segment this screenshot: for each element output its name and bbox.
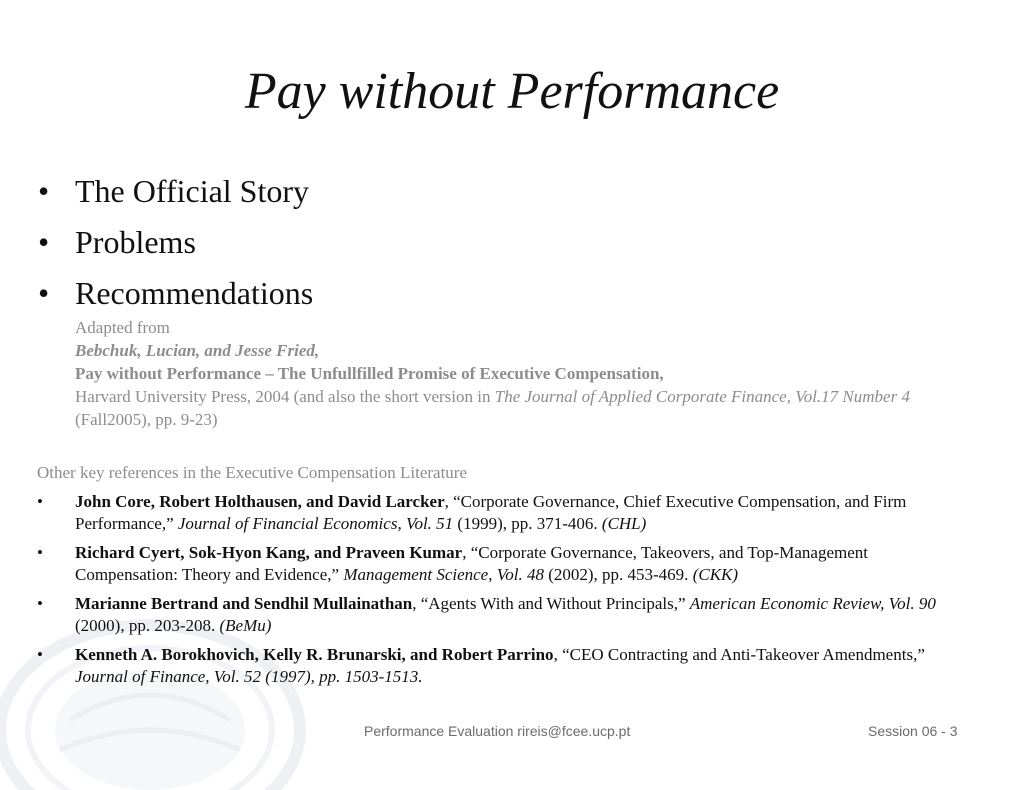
bullet-recommendations: • Recommendations <box>38 268 313 319</box>
bullet-dot: • <box>37 594 43 613</box>
footer-page-number: Session 06 - 3 <box>868 723 958 739</box>
slide-title: Pay without Performance <box>244 63 780 120</box>
source-citation <box>75 316 985 431</box>
footer-center: Performance Evaluation rireis@fcee.ucp.pt <box>364 723 631 739</box>
reference-item: • Richard Cyert, Sok-Hyon Kang, and Praveen Kumar, “Corporate Governance, Takeovers, and Top-Management Compensation: Theory and Evidence,” Management Science, Vol. 48 (2002), pp. 453-469. (CKK) <box>37 543 869 584</box>
source-book-title: Pay without Performance – The Unfullfilled Promise of Executive Compensation, <box>75 364 664 383</box>
bullet-dot: • <box>38 224 50 260</box>
reference-item: • Marianne Bertrand and Sendhil Mullainathan, “Agents With and Without Principals,” American Economic Review, Vol. 90 (2000), pp. 203-208. (BeMu) <box>37 594 936 635</box>
bullet-dot: • <box>37 492 43 511</box>
main-bullet-list <box>38 166 313 319</box>
bullet-dot: • <box>38 173 50 209</box>
bullet-dot: • <box>37 543 43 562</box>
reference-item: • Kenneth A. Borokhovich, Kelly R. Brunarski, and Robert Parrino, “CEO Contracting and Anti-Takeover Amendments,” Journal of Finance, Vol. 52 (1997), pp. 1503-1513. <box>37 645 925 686</box>
bullet-official-story: • The Official Story <box>38 166 313 217</box>
bullet-problems: • Problems <box>38 217 313 268</box>
reference-list <box>37 491 972 695</box>
other-references-heading: Other key references in the Executive Compensation Literature <box>37 463 468 482</box>
source-publication: Harvard University Press, 2004 (and also the short version in The Journal of Applied Corporate Finance, Vol.17 Number 4 (Fall2005), pp. 9-23) <box>75 387 910 429</box>
reference-item: • John Core, Robert Holthausen, and David Larcker, “Corporate Governance, Chief Executive Compensation, and Firm Performance,” Journal of Financial Economics, Vol. 51 (1999), pp. 371-406. (CHL) <box>37 492 907 533</box>
source-authors: Bebchuk, Lucian, and Jesse Fried, <box>75 341 320 360</box>
adapted-intro: Adapted from <box>75 318 170 337</box>
bullet-dot: • <box>37 645 43 664</box>
bullet-dot: • <box>38 275 50 311</box>
